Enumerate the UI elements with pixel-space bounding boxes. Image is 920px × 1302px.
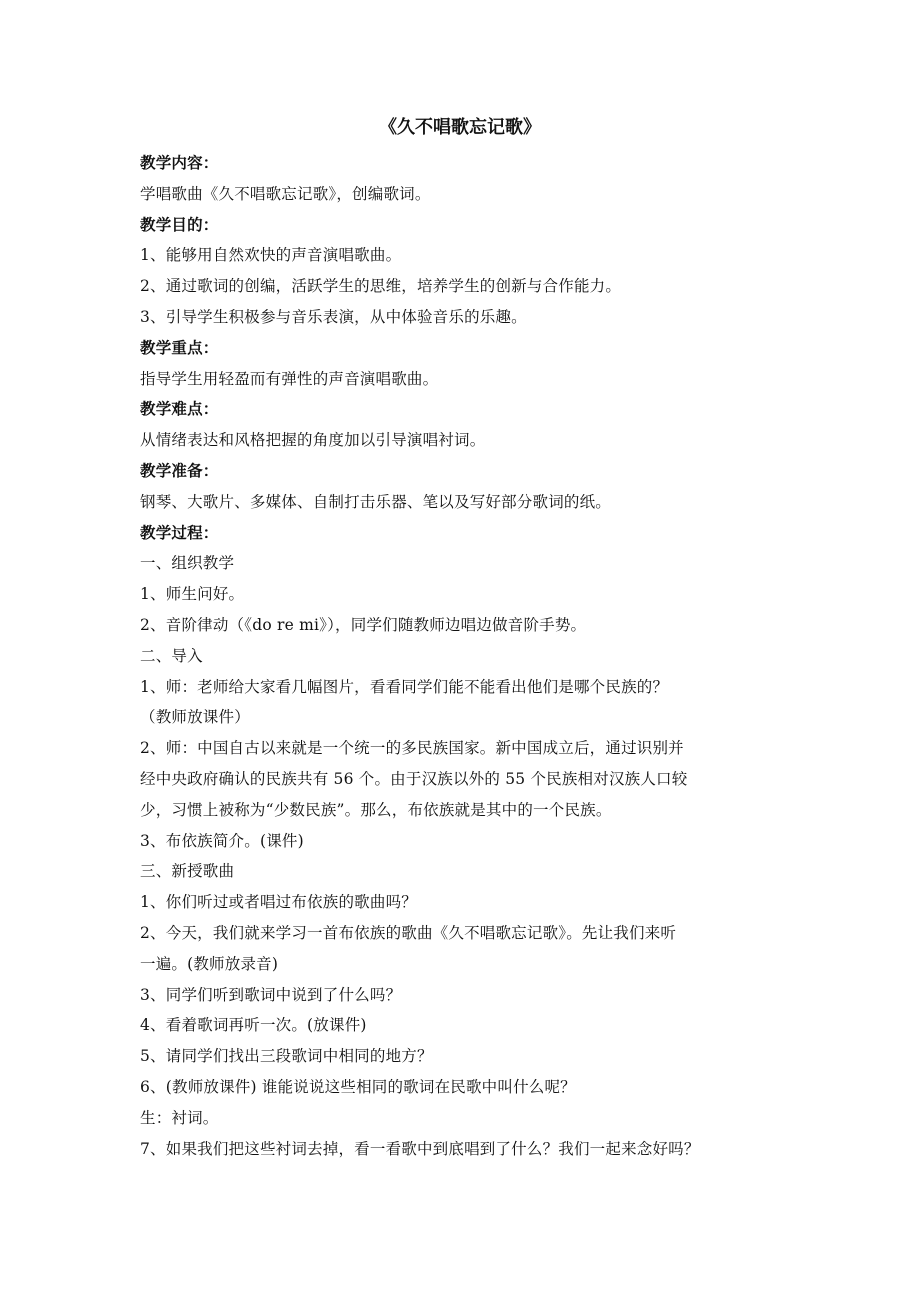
text-line: 2、师：中国自古以来就是一个统一的多民族国家。新中国成立后，通过识别并 (140, 739, 684, 758)
text-line: 1、师生问好。 (140, 585, 245, 604)
text-line: 生：衬词。 (140, 1108, 219, 1127)
text-line: 7、如果我们把这些衬词去掉，看一看歌中到底唱到了什么？我们一起来念好吗？ (140, 1139, 700, 1158)
text-line: 指导学生用轻盈而有弹性的声音演唱歌曲。 (140, 369, 439, 388)
text-line: 5、请同学们找出三段歌词中相同的地方？ (140, 1047, 433, 1066)
text-line: 经中央政府确认的民族共有 56 个。由于汉族以外的 55 个民族相对汉族人口较 (140, 769, 688, 788)
section-heading: 教学准备： (140, 461, 219, 480)
document-title: 《久不唱歌忘记歌》 (379, 117, 541, 138)
text-line: 三、新授歌曲 (140, 862, 235, 881)
section-heading: 教学难点： (140, 400, 219, 419)
text-line: 从情绪表达和风格把握的角度加以引导演唱衬词。 (140, 431, 486, 450)
section-heading: 教学过程： (140, 523, 219, 542)
text-line: 一、组织教学 (140, 554, 235, 573)
text-line: 3、布依族简介。(课件) (140, 831, 304, 850)
text-line: 二、导入 (140, 646, 203, 665)
text-line: 少，习惯上被称为“少数民族”。那么，布依族就是其中的一个民族。 (140, 800, 612, 819)
text-line: 6、(教师放课件) 谁能说说这些相同的歌词在民歌中叫什么呢？ (140, 1077, 576, 1096)
text-line: 2、通过歌词的创编，活跃学生的思维，培养学生的创新与合作能力。 (140, 277, 622, 296)
text-line: 1、能够用自然欢快的声音演唱歌曲。 (140, 246, 402, 265)
document-body (140, 148, 800, 1164)
text-line: 3、同学们听到歌词中说到了什么吗？ (140, 985, 402, 1004)
section-heading: 教学重点： (140, 338, 219, 357)
text-line: 1、你们听过或者唱过布依族的歌曲吗？ (140, 893, 417, 912)
text-line: 2、音阶律动（《do re mi》），同学们随教师边唱边做音阶手势。 (140, 615, 587, 634)
text-line: 钢琴、大歌片、多媒体、自制打击乐器、笔以及写好部分歌词的纸。 (140, 492, 612, 511)
section-heading: 教学内容： (140, 154, 219, 172)
text-line: 2、今天，我们就来学习一首布依族的歌曲《久不唱歌忘记歌》。先让我们来听 (140, 923, 677, 942)
text-line: 1、师：老师给大家看几幅图片，看看同学们能不能看出他们是哪个民族的？ (140, 677, 669, 696)
text-line: （教师放课件） (140, 708, 250, 727)
text-line: 学唱歌曲《久不唱歌忘记歌》，创编歌词。 (140, 184, 431, 203)
text-line: 3、引导学生积极参与音乐表演，从中体验音乐的乐趣。 (140, 307, 527, 326)
section-heading: 教学目的： (140, 215, 219, 234)
text-line: 一遍。(教师放录音) (140, 954, 279, 973)
text-line: 4、看着歌词再听一次。(放课件) (140, 1016, 367, 1035)
